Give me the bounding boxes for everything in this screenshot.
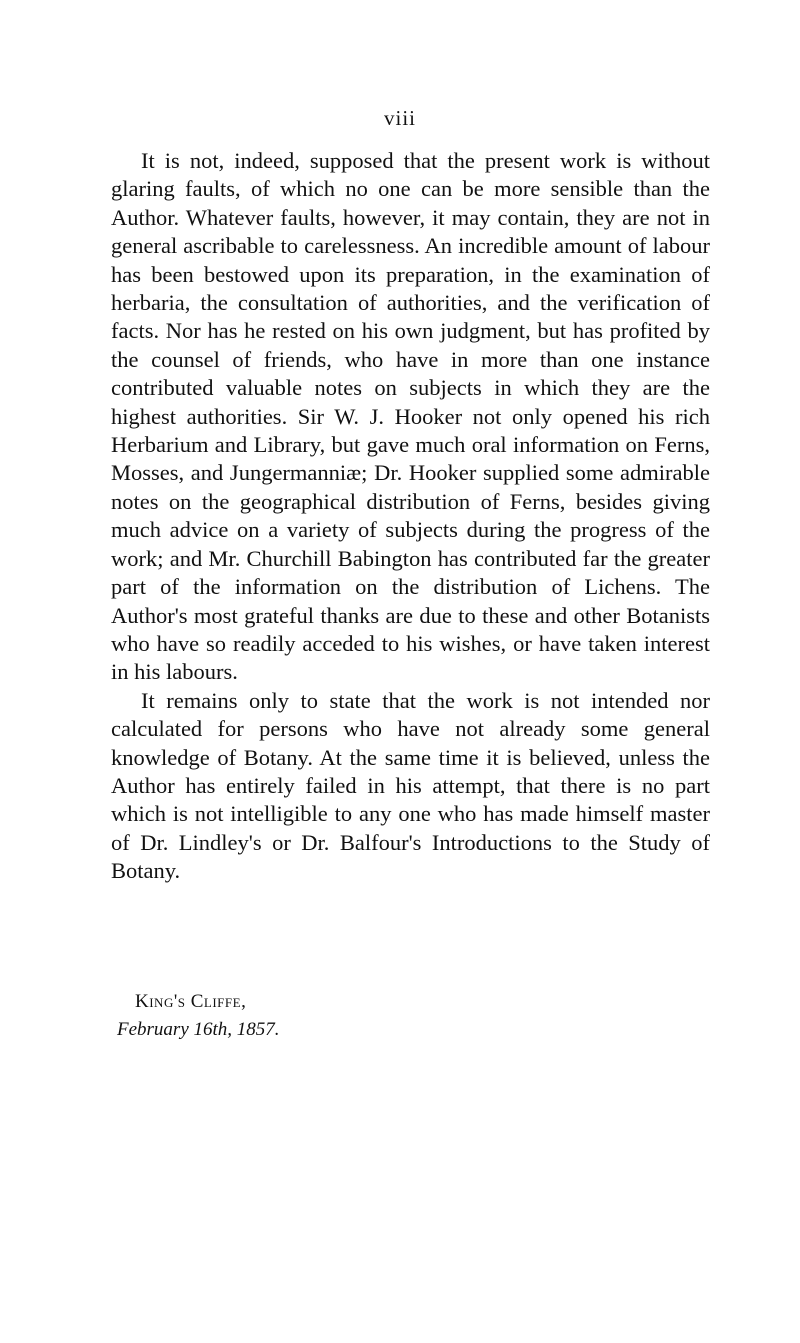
- paragraph-acknowledgements: It is not, indeed, supposed that the present work is without glaring faults, of which no one can be more sensible than the Author. Whatever faults, however, it may contain, they are not in general ascribable to carelessness. An incredible amount of labour has been bestowed upon its preparation, in the examination of herbaria, the consultation of authorities, and the verification of facts. Nor has he rested on his own judgment, but has profited by the counsel of friends, who have in more than one instance contributed valuable notes on subjects in which they are the highest authorities. Sir W. J. Hooker not only opened his rich Herbarium and Library, but gave much oral information on Ferns, Mosses, and Jungermanniæ; Dr. Hooker supplied some admirable notes on the geographical distribution of Ferns, besides giving much advice on a variety of subjects during the progress of the work; and Mr. Churchill Babington has contributed far the greater part of the information on the distribution of Lichens. The Author's most grateful thanks are due to these and other Botanists who have so readily acceded to his wishes, or have taken interest in his labours.: [111, 148, 710, 685]
- signoff-place: King's Cliffe,: [135, 991, 247, 1012]
- paragraph-intended-audience: It remains only to state that the work is not intended nor calculated for persons who have not already some general knowledge of Botany. At the same time it is believed, unless the Author has entirely failed in his attempt, that there is no part which is not intelligible to any one who has made himself master of Dr. Lindley's or Dr. Balfour's Introductions to the Study of Botany.: [111, 687, 710, 884]
- page-number: viii: [383, 106, 416, 130]
- preface-body: [111, 147, 710, 886]
- signoff-date: February 16th, 1857.: [117, 1019, 280, 1040]
- signoff: [117, 988, 517, 1044]
